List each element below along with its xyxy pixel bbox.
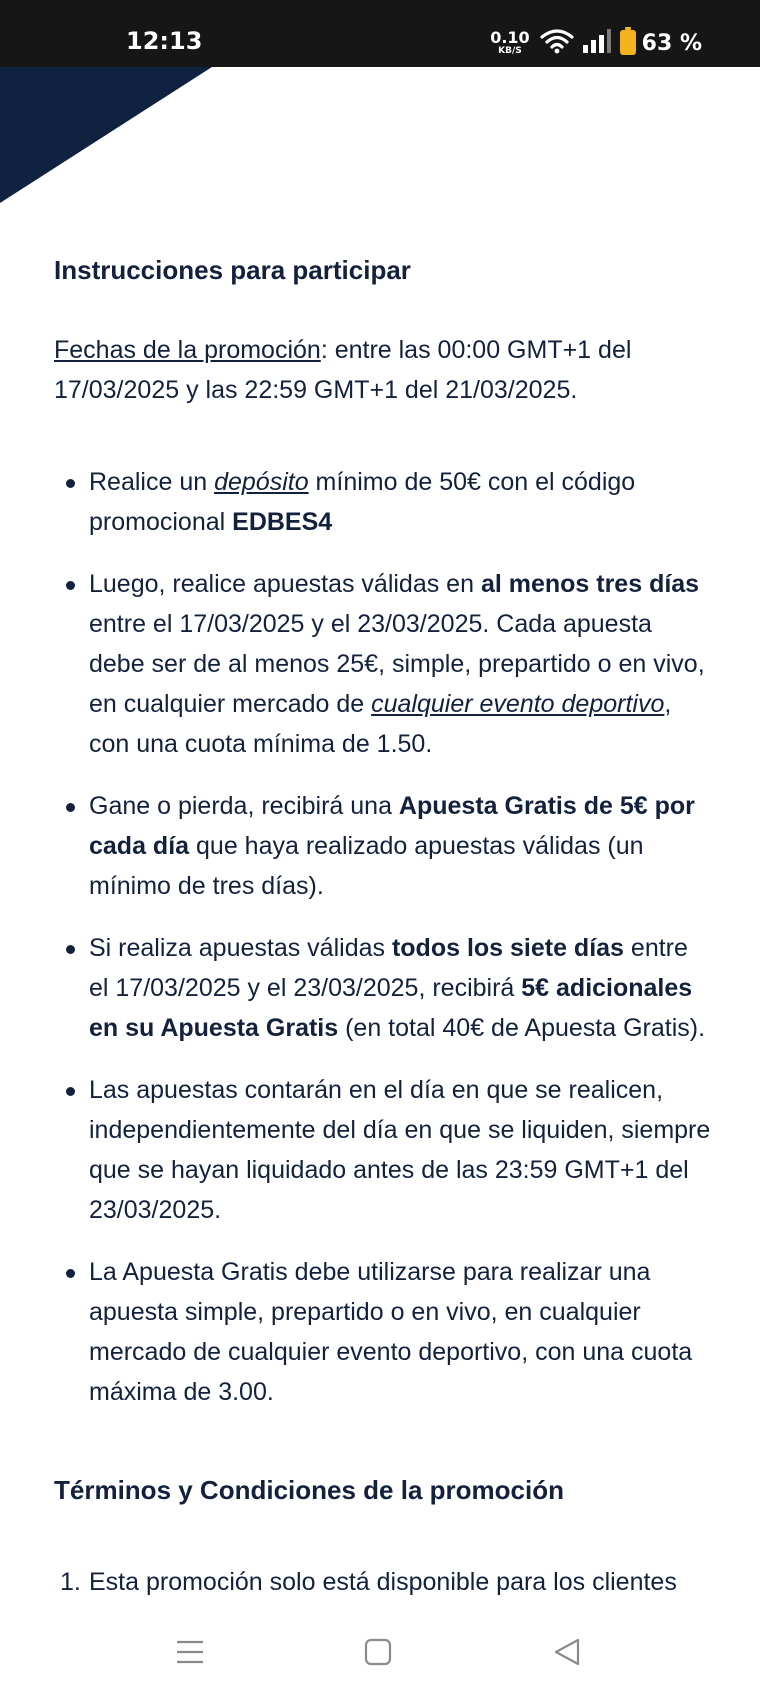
bullet-icon	[66, 803, 75, 812]
home-nav-button[interactable]	[358, 1632, 398, 1672]
deposit-link[interactable]: depósito	[214, 468, 309, 496]
list-item: Gane o pierda, recibirá una Apuesta Gratis de 5€ por cada día que haya realizado apuestas válidas (un mínimo de tres días).	[54, 786, 714, 906]
promo-content	[54, 250, 714, 1610]
term-number: 1.	[60, 1568, 81, 1596]
promo-dates	[54, 330, 714, 410]
signal-icon	[582, 28, 612, 59]
battery-icon	[620, 27, 636, 60]
instructions-list	[54, 462, 714, 1412]
term-text: Esta promoción solo está disponible para los clientes	[89, 1568, 677, 1596]
wifi-icon	[540, 28, 574, 59]
battery-percentage: 63 %	[641, 30, 702, 56]
network-speed-value: 0.10	[490, 28, 530, 47]
bullet-icon	[66, 1087, 75, 1096]
list-item: Las apuestas contarán en el día en que se realicen, independientemente del día en que se liquiden, siempre que se hayan liquidado antes de las 23:59 GMT+1 del 23/03/2025.	[54, 1070, 714, 1230]
navigation-bar	[0, 1606, 760, 1697]
terms-list	[54, 1562, 714, 1610]
terms-title: Términos y Condiciones de la promoción	[54, 1475, 564, 1505]
instructions-title: Instrucciones para participar	[54, 255, 411, 285]
home-square-icon	[364, 1638, 392, 1666]
list-item: La Apuesta Gratis debe utilizarse para realizar una apuesta simple, prepartido o en vivo, en cualquier mercado de cualquier evento deportivo, con una cuota máxima de 3.00.	[54, 1252, 714, 1412]
status-bar	[0, 0, 760, 67]
bullet-icon	[66, 945, 75, 954]
bullet-icon	[66, 581, 75, 590]
status-icons	[490, 26, 702, 60]
network-speed	[490, 30, 529, 56]
header-corner-decoration	[0, 67, 212, 203]
back-nav-button[interactable]	[547, 1632, 587, 1672]
list-item: Luego, realice apuestas válidas en al menos tres días entre el 17/03/2025 y el 23/03/2025. Cada apuesta debe ser de al menos 25€, simple, prepartido o en vivo, en cualquier mercado de cualquier evento deportivo, con una cuota mínima de 1.50.	[54, 564, 714, 764]
list-item: Realice un depósito mínimo de 50€ con el código promocional EDBES4	[54, 462, 714, 542]
sports-event-link[interactable]: cualquier evento deportivo	[371, 690, 665, 718]
status-time: 12:13	[126, 27, 203, 55]
menu-icon	[175, 1639, 205, 1665]
list-item: Si realiza apuestas válidas todos los siete días entre el 17/03/2025 y el 23/03/2025, recibirá 5€ adicionales en su Apuesta Gratis (en total 40€ de Apuesta Gratis).	[54, 928, 714, 1048]
back-triangle-icon	[553, 1638, 581, 1666]
menu-nav-button[interactable]	[170, 1632, 210, 1672]
promo-dates-text: : entre las 00:00 GMT+1 del 17/03/2025 y las 22:59 GMT+1 del 21/03/2025.	[54, 336, 632, 404]
bullet-icon	[66, 479, 75, 488]
promo-dates-label: Fechas de la promoción	[54, 336, 321, 364]
promo-code: EDBES4	[232, 508, 333, 536]
bullet-icon	[66, 1269, 75, 1278]
network-speed-unit: KB/S	[498, 46, 522, 56]
